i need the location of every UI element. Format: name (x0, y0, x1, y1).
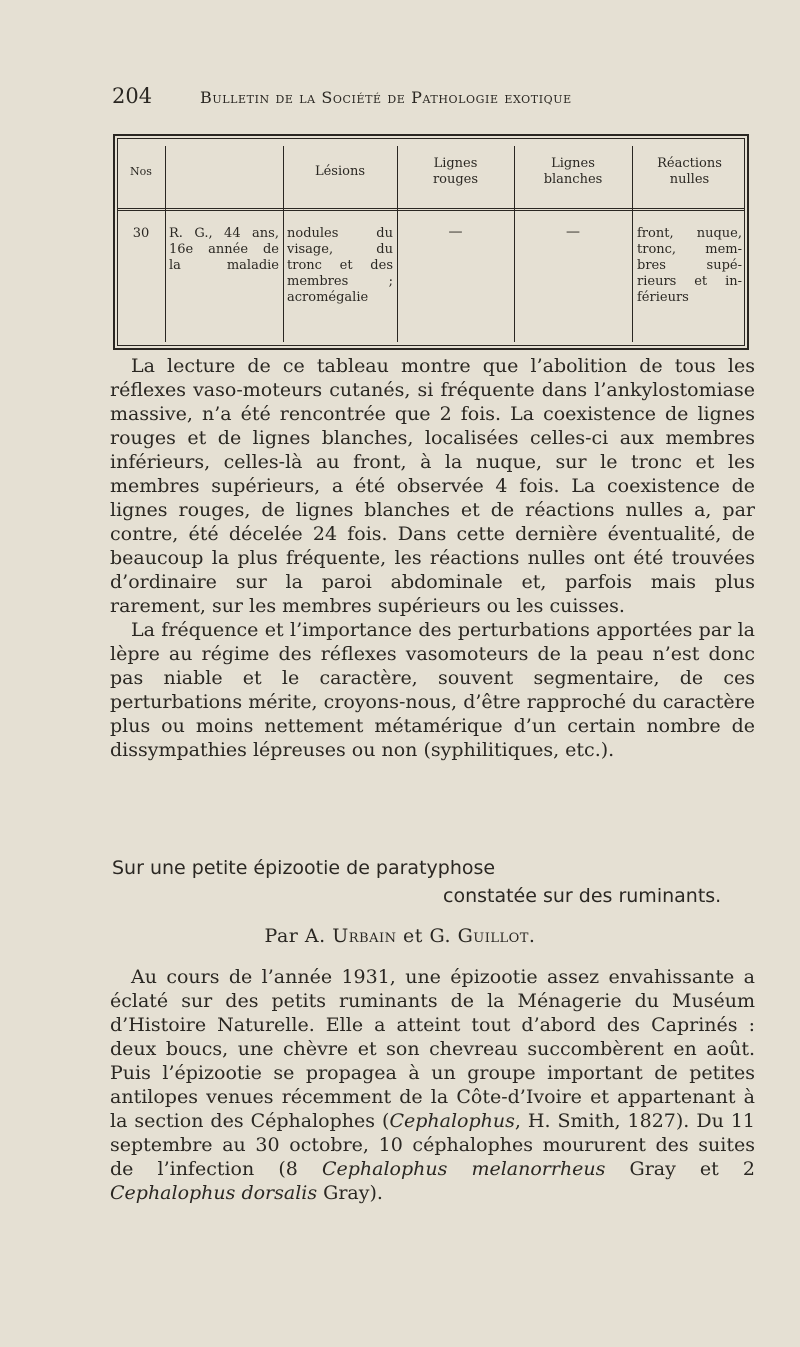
header-white-lines-line2: blanches (543, 172, 603, 187)
header-null-reactions-line1: Réactions (657, 156, 722, 171)
intro-paragraph (110, 965, 755, 1205)
page-number: 204 (112, 84, 153, 108)
header-red-lines (399, 156, 512, 188)
genus-name: Cephalophus (389, 1110, 515, 1132)
running-head (0, 84, 800, 114)
article-intro (110, 965, 755, 1205)
table-column-divider (283, 146, 284, 342)
row-lesions-line: nodules du (287, 226, 393, 241)
table-column-divider (397, 146, 398, 342)
author-guillot: Guillot. (457, 925, 536, 947)
row-null-reactions (637, 226, 742, 306)
journal-title: Bulletin de la Société de Pathologie exotique (200, 88, 572, 107)
header-lesions: Lésions (314, 164, 366, 179)
row-lesions-line: tronc et des (287, 258, 393, 273)
header-numbers: Nos (130, 165, 152, 178)
table-header-rule-double (117, 210, 745, 211)
intro-text: , H. Smith, 1827). Du 11 septembre au 30 octobre, 10 céphalophes moururent des suites de l’infection (8 (110, 1110, 755, 1180)
table-column-divider (514, 146, 515, 342)
intro-text: Gray et 2 (605, 1158, 755, 1180)
intro-text: Gray). (317, 1182, 383, 1204)
table-header-rule (117, 208, 745, 209)
header-red-lines-line2: rouges (432, 172, 479, 187)
row-null-reactions-line: rieurs et in- (637, 274, 742, 289)
row-red-lines: — (448, 224, 463, 240)
table-column-divider (632, 146, 633, 342)
species-name: Cephalophus melanorrheus (321, 1158, 606, 1180)
byline (0, 925, 800, 947)
byline-prefix: Par A. (264, 925, 326, 947)
paragraph: La fréquence et l’importance des perturbations apportées par la lèpre au régime des réflexes vasomoteurs de la peau n’est donc pas niable et le caractère, souvent segmentaire, de ces perturbations mérite, croyons-nous, d’être rapproché du caractère plus ou moins nettement métamérique d’un certain nombre de dissympathies lépreuses ou non (syphilitiques, etc.). (110, 619, 755, 761)
row-null-reactions-line: tronc, mem- (637, 242, 742, 257)
row-patient-line: la maladie (169, 258, 279, 273)
table-column-divider (165, 146, 166, 342)
header-white-lines-line1: Lignes (551, 156, 595, 171)
reflex-table (113, 134, 751, 353)
author-urbain: Urbain (332, 925, 397, 947)
species-name: Cephalophus dorsalis (110, 1182, 318, 1204)
header-red-lines-line1: Lignes (433, 156, 478, 171)
row-lesions-line: membres ; (287, 274, 393, 289)
row-null-reactions-line: férieurs (637, 290, 689, 305)
header-null-reactions-line2: nulles (669, 172, 710, 187)
discussion-text (110, 354, 755, 762)
paragraph: La lecture de ce tableau montre que l’abolition de tous les réflexes vaso-moteurs cutanés, si fréquente dans l’ankylostomiase massive, n’a été rencontrée que 2 fois. La coexistence de lignes rouges et de lignes blanches, localisées celles-ci aux membres inférieurs, celles-là au front, à la nuque, sur le tronc et les membres supérieurs, a été observée 4 fois. La coexistence de lignes rouges, de lignes blanches et de réactions nulles a, par contre, été décelée 24 fois. Dans cette dernière éventualité, de beaucoup la plus fréquente, les réactions nulles ont été trouvées d’ordinaire sur la paroi abdominale et, parfois mais plus rarement, sur les membres supérieurs ou les cuisses. (110, 355, 755, 617)
header-null-reactions (634, 156, 745, 188)
row-lesions-line: visage, du (287, 242, 393, 257)
byline-mid: et G. (403, 925, 452, 947)
article-title-line1: Sur une petite épizootie de paratyphose (112, 857, 496, 879)
row-patient (169, 226, 279, 274)
row-lesions (287, 226, 393, 306)
row-white-lines: — (566, 224, 580, 240)
row-null-reactions-line: bres supé- (637, 258, 742, 273)
intro-text: Au cours de l’année 1931, une épizootie assez envahissante a éclaté sur des petits ruminants de la Ménagerie du Muséum d’Histoire Naturelle. Elle a atteint tout d’abord des Caprinés : deux boucs, une chèvre et son chevreau succombèrent en août. Puis l’épizootie se propagea à un groupe important de petites antilopes venues récemment de la Côte-d’Ivoire et appartenant à la section des Céphalophes ( (110, 966, 755, 1132)
row-number: 30 (132, 226, 150, 241)
row-null-reactions-line: front, nuque, (637, 226, 742, 241)
row-lesions-line: acromégalie (287, 290, 369, 305)
article-title-line2: constatée sur des ruminants. (443, 885, 722, 907)
row-patient-line: R. G., 44 ans, (169, 226, 279, 241)
header-white-lines (516, 156, 630, 188)
row-patient-line: 16e année de (169, 242, 279, 257)
